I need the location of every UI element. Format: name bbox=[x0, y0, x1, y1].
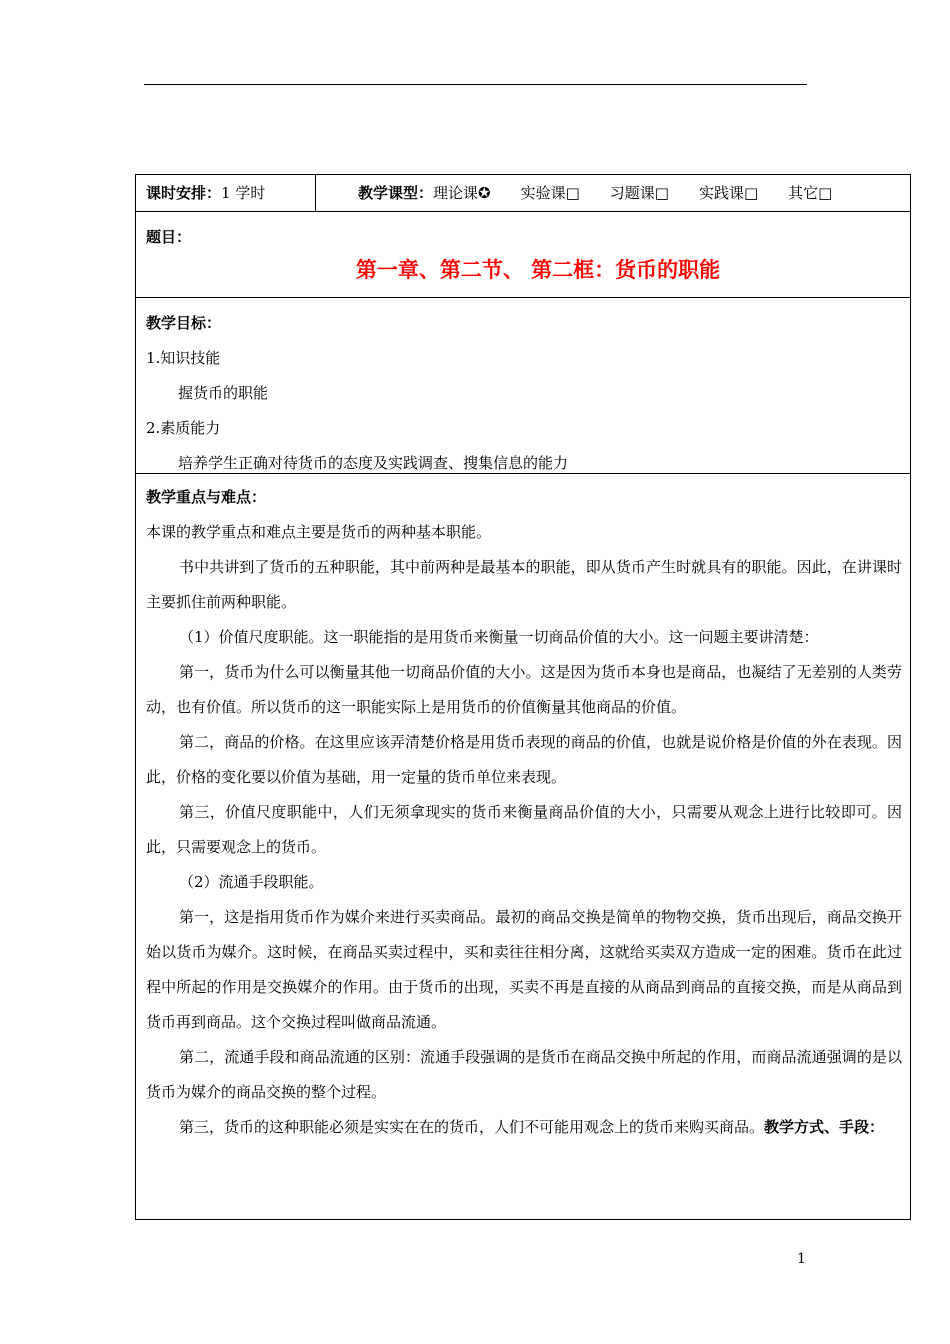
key-points-paragraph: （1）价值尺度职能。这一职能指的是用货币来衡量一切商品价值的大小。这一问题主要讲清楚： bbox=[179, 628, 819, 646]
lesson-title-row bbox=[136, 212, 910, 298]
key-points-text: 第三，货币的这种职能必须是实实在在的货币，人们不可能用观念上的货币来购买商品。 bbox=[179, 1118, 765, 1136]
teaching-methods-label: 教学方式、手段： bbox=[764, 1118, 885, 1136]
lesson-plan-table bbox=[135, 174, 911, 1220]
lesson-type-exercise: 习题课□ bbox=[609, 184, 669, 202]
key-points-paragraph: 书中共讲到了货币的五种职能，其中前两种是最基本的职能，即从货币产生时就具有的职能。因此，在讲课时主要抓住前两种职能。 bbox=[146, 558, 902, 611]
title-label: 题目： bbox=[146, 228, 192, 246]
key-points-label: 教学重点与难点： bbox=[146, 488, 267, 506]
lesson-type-other: 其它□ bbox=[788, 184, 833, 202]
key-points-paragraph: 第二，流通手段和商品流通的区别：流通手段强调的是货币在商品交换中所起的作用，而商品流通强调的是以货币为媒介的商品交换的整个过程。 bbox=[146, 1048, 902, 1101]
goal-item-ability: 2.素质能力 bbox=[146, 419, 221, 437]
key-points-paragraph: 第一，这是指用货币作为媒介来进行买卖商品。最初的商品交换是简单的物物交换，货币出现后，商品交换开始以货币为媒介。这时候，在商品买卖过程中，买和卖往往相分离，这就给买卖双方造成一定的困难。货币在此过程中所起的作用是交换媒介的作用。由于货币的出现，买卖不再是直接的从商品到商品的直接交换，而是从商品到货币再到商品。这个交换过程叫做商品流通。 bbox=[146, 908, 902, 1031]
class-hours-cell bbox=[136, 175, 316, 211]
header-rule bbox=[144, 84, 807, 85]
key-points-paragraph-last bbox=[146, 1110, 902, 1145]
lesson-type-cell bbox=[316, 175, 910, 211]
goal-item-ability-detail: 培养学生正确对待货币的态度及实践调查、搜集信息的能力 bbox=[178, 454, 569, 472]
key-points-paragraph: 第一，货币为什么可以衡量其他一切商品价值的大小。这是因为货币本身也是商品，也凝结了无差别的人类劳动，也有价值。所以货币的这一职能实际上是用货币的价值衡量其他商品的价值。 bbox=[146, 663, 902, 716]
page-number: 1 bbox=[797, 1251, 806, 1267]
class-hours-value: 1 学时 bbox=[221, 184, 266, 202]
key-points-paragraph: 第二，商品的价格。在这里应该弄清楚价格是用货币表现的商品的价值，也就是说价格是价值的外在表现。因此，价格的变化要以价值为基础，用一定量的货币单位来表现。 bbox=[146, 733, 902, 786]
key-points-paragraph: 第三，价值尺度职能中，人们无须拿现实的货币来衡量商品价值的大小，只需要从观念上进行比较即可。因此，只需要观念上的货币。 bbox=[146, 803, 902, 856]
goals-label: 教学目标： bbox=[146, 314, 222, 332]
lesson-type-practice: 实践课□ bbox=[698, 184, 759, 202]
key-points-paragraph: （2）流通手段职能。 bbox=[179, 873, 324, 891]
lesson-type-experiment: 实验课□ bbox=[520, 184, 580, 202]
lesson-type-theory: 理论课✪ bbox=[433, 184, 491, 202]
key-points-paragraph: 本课的教学重点和难点主要是货币的两种基本职能。 bbox=[146, 523, 492, 541]
class-hours-label: 课时安排： bbox=[146, 184, 222, 202]
lesson-meta-row bbox=[136, 175, 910, 212]
goal-item-knowledge-detail: 握货币的职能 bbox=[178, 384, 269, 402]
lesson-title: 第一章、第二节、 第二框：货币的职能 bbox=[355, 258, 721, 282]
lesson-type-label: 教学课型： bbox=[358, 184, 434, 202]
goal-item-knowledge: 1.知识技能 bbox=[146, 349, 221, 367]
teaching-goals-row bbox=[136, 298, 910, 474]
key-points-row bbox=[136, 474, 910, 1219]
